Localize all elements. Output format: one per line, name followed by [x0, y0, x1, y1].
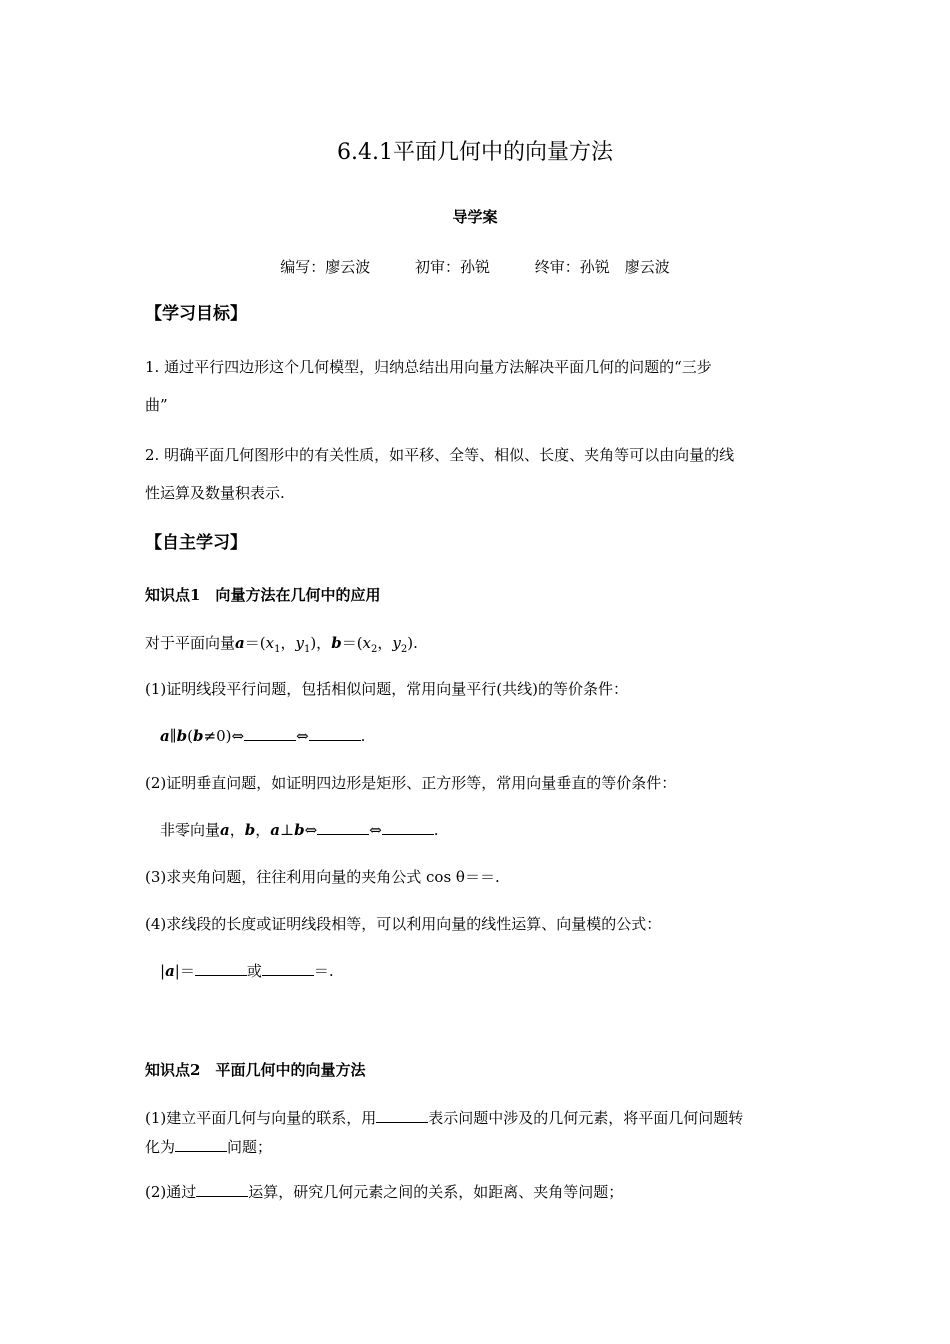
page-subtitle: 导学案 — [452, 208, 498, 226]
objective-1-line-1: 1. 通过平行四边形这个几何模型，归纳总结出用向量方法解决平面几何的问题的“三步 — [145, 358, 712, 376]
vector-definition: 对于平面向量$a=(x_1$，$y_1$)，$b=(x_2$，$y_2$). — [145, 634, 418, 655]
blank — [262, 961, 314, 976]
blank — [244, 726, 296, 741]
author-credits — [0, 256, 950, 277]
perpendicular-condition-formula: 非零向量a，b，a⊥b⇔ ⇔ . — [160, 821, 439, 839]
kp2-item-1-text-a: (1)建立平面几何与向量的联系，用 — [145, 1109, 377, 1127]
objective-1-line-2: 曲” — [145, 396, 168, 414]
page-title: 6.4.1平面几何中的向量方法 — [337, 140, 613, 165]
kp2-item-1-line-2 — [145, 1137, 272, 1157]
section-heading-objectives: 【学习目标】 — [145, 304, 247, 324]
kp2-item-2-text-b: 运算，研究几何元素之间的关系，如距离、夹角等问题； — [248, 1183, 624, 1201]
kp2-item-2-text-a: (2)通过 — [145, 1183, 197, 1201]
magnitude-formula: |a|＝ 或 ＝. — [160, 962, 334, 980]
writer-credit: 编写：廖云波 — [280, 258, 371, 276]
kp2-item-1-text-d: 问题； — [227, 1138, 273, 1156]
blank — [317, 820, 369, 835]
kp1-item-4: (4)求线段的长度或证明线段相等，可以利用向量的线性运算、向量模的公式： — [145, 915, 662, 933]
kp2-item-2 — [145, 1182, 623, 1202]
kp2-item-1-text-c: 化为 — [145, 1138, 176, 1156]
perpendicular-formula-prefix: 非零向量 — [160, 821, 221, 839]
blank — [195, 961, 247, 976]
objective-2-line-1: 2. 明确平面几何图形中的有关性质，如平移、全等、相似、长度、夹角等可以由向量的线 — [145, 446, 735, 464]
kp1-item-1: (1)证明线段平行问题，包括相似问题，常用向量平行(共线)的等价条件： — [145, 680, 628, 698]
kp2-item-1-line-1 — [145, 1108, 743, 1128]
knowledge-point-1-title: 知识点1 向量方法在几何中的应用 — [145, 586, 381, 604]
blank — [196, 1182, 248, 1197]
kp2-item-1-text-b: 表示问题中涉及的几何元素，将平面几何问题转 — [428, 1109, 744, 1127]
final-review-credit: 终审：孙锐 廖云波 — [534, 258, 670, 276]
kp1-item-2: (2)证明垂直问题，如证明四边形是矩形、正方形等，常用向量垂直的等价条件： — [145, 774, 677, 792]
first-review-credit: 初审：孙锐 — [414, 258, 490, 276]
blank — [175, 1137, 227, 1152]
parallel-condition-formula: a∥b(b≠0)⇔ ⇔ . — [160, 727, 366, 745]
blank — [382, 820, 434, 835]
blank — [376, 1108, 428, 1123]
section-heading-self-study: 【自主学习】 — [145, 533, 247, 553]
objective-2-line-2: 性运算及数量积表示. — [145, 484, 285, 502]
vector-definition-intro: 对于平面向量 — [145, 634, 236, 652]
kp1-item-3: (3)求夹角问题，往往利用向量的夹角公式 cos θ＝＝. — [145, 868, 500, 886]
blank — [309, 726, 361, 741]
knowledge-point-2-title: 知识点2 平面几何中的向量方法 — [145, 1061, 366, 1079]
